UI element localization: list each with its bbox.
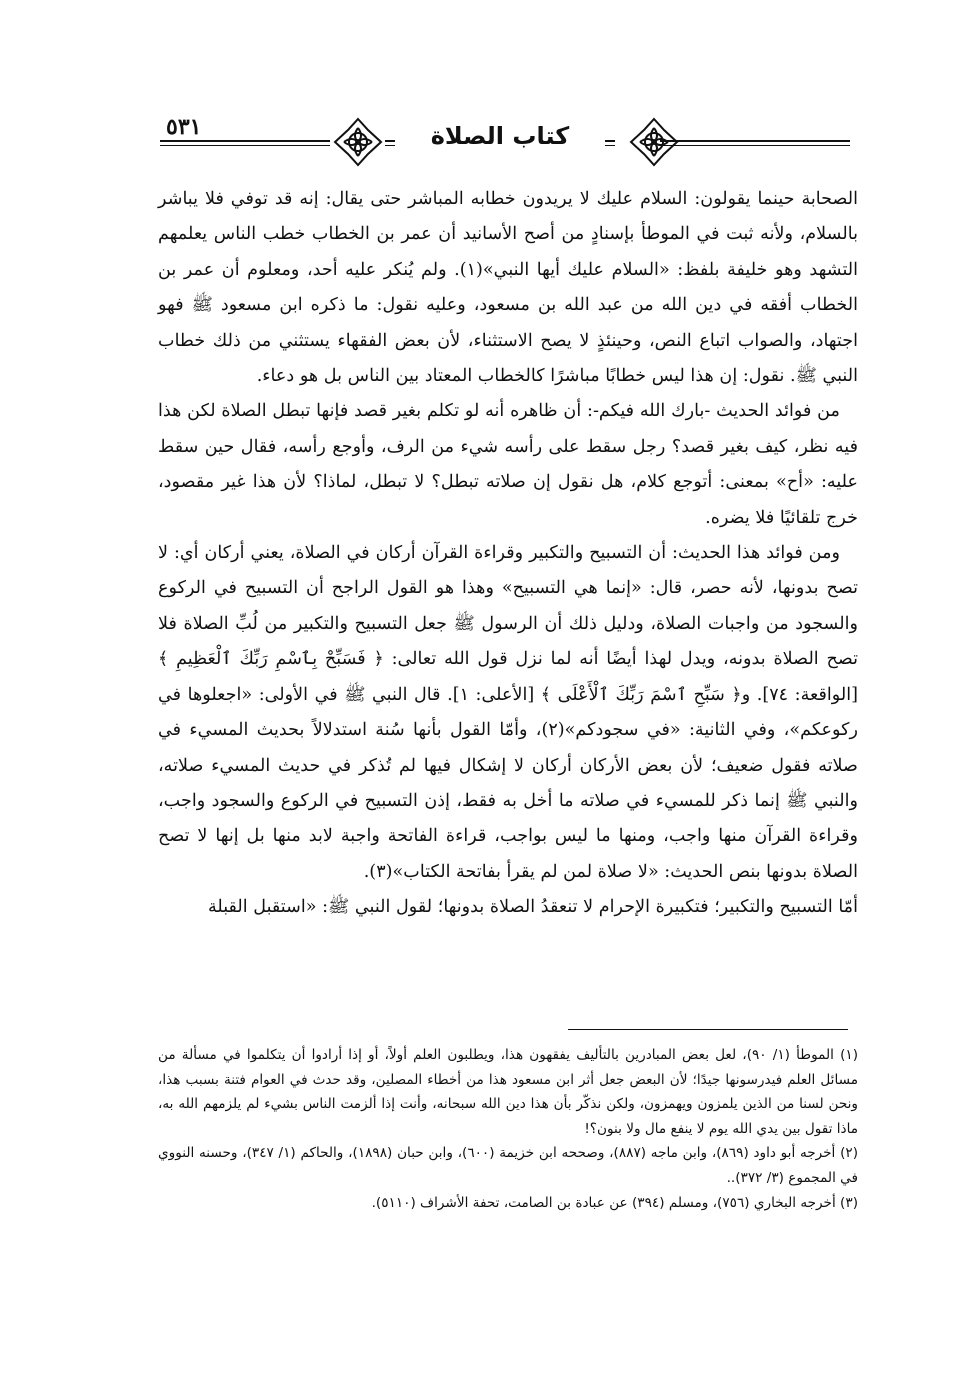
footnote: (٣) أخرجه البخاري (٧٥٦)، ومسلم (٣٩٤) عن عبادة بن الصامت، تحفة الأشراف (٥١١٠). <box>371 1194 858 1211</box>
paragraph: ومن فوائد هذا الحديث: أن التسبيح والتكبير وقراءة القرآن أركان في الصلاة، يعني أركان أي: لا تصح بدونها، لأنه حصر، قال: «إنما هي التسبيح» وهذا هو القول الراجح أن التسبيح في الركوع والسجود من واجبات الصلاة، ودليل ذلك أن الرسول ﷺ جعل التسبيح والتكبير من لُبِّ الصلاة فلا تصح الصلاة بدونه، ويدل لهذا أيضًا أنه لما نزل قول الله تعالى: ﴿ فَسَبِّحْ بِٱسْمِ رَبِّكَ ٱلْعَظِيمِ ﴾ [الواقعة: ٧٤]. و﴿ سَبِّحِ ٱسْمَ رَبِّكَ ٱلْأَعْلَى ﴾ [الأعلى: ١]. قال النبي ﷺ في الأولى: «اجعلوها في ركوعكم»، وفي الثانية: «في سجودكم»(٢)، وأمّا القول بأنها سُنة استدلالاً بحديث المسيء في صلاته فقول ضعيف؛ لأن بعض الأركان أركان لا إشكال فيها لم تُذكر في حديث المسيء صلاته، والنبي ﷺ إنما ذكر للمسيء في صلاته ما أخل به فقط، إذن التسبيح في الركوع والسجود واجب، وقراءة القرآن منها واجب، ومنها ما ليس بواجب، قراءة الفاتحة واجبة لابد منها بل إنها لا تصح الصلاة بدونها بنص الحديث: «لا صلاة لمن لم يقرأ بفاتحة الكتاب»(٣). <box>158 543 858 882</box>
paragraph: من فوائد الحديث -بارك الله فيكم-: أن ظاهره أنه لو تكلم بغير قصد فإنها تبطل الصلاة لكن هذا فيه نظر، كيف بغير قصد؟ رجل سقط على رأسه شيء من الرف، وأوجع رأسه، فقال حين سقط عليه: «أح» بمعنى: أتوجع كلام، هل نقول إن صلاته تبطل؟ لا تبطل، لماذا؟ لأن هذا غير مقصود، خرج تلقائيًا فلا يضره. <box>158 401 858 528</box>
footnote: (٢) أخرجه أبو داود (٨٦٩)، وابن ماجه (٨٨٧)، وصححه ابن خزيمة (٦٠٠)، وابن حبان (١٨٩٨)، والحاكم (١/ ٣٤٧)، وحسنه النووي في المجموع (٣/ ٣٧٢).. <box>158 1145 858 1186</box>
paragraph: الصحابة حينما يقولون: السلام عليك لا يريدون خطابه المباشر حتى يقال: إنه قد توفي فلا يباشر بالسلام، ولأنه ثبت في الموطأ بإسنادٍ من أصح الأسانيد أن عمر بن الخطاب خطب الناس يعلمهم التشهد وهو خليفة بلفظ: «السلام عليك أيها النبي»(١). ولم يُنكر عليه أحد، ومعلوم أن عمر بن الخطاب أفقه في دين الله من عبد الله بن مسعود، وعليه نقول: ما ذكره ابن مسعود ﷺ فهو اجتهاد، والصواب اتباع النص، وحينئذٍ لا يصح الاستثناء، لأن بعض الفقهاء يستثني من ذلك خطاب النبي ﷺ. نقول: إن هذا ليس خطابًا مباشرًا كالخطاب المعتاد بين الناس بل هو دعاء. <box>158 189 859 387</box>
page-header <box>160 110 850 172</box>
footnote-separator <box>568 1029 848 1030</box>
page-number: ٥٣١ <box>166 114 202 140</box>
header-rule <box>160 140 330 142</box>
main-text <box>158 182 858 926</box>
paragraph: أمّا التسبيح والتكبير؛ فتكبيرة الإحرام لا تنعقدُ الصلاة بدونها؛ لقول النبي ﷺ: «استقبل القبلة <box>207 897 858 918</box>
chapter-title: كتاب الصلاة <box>395 122 605 150</box>
header-rule <box>160 145 330 146</box>
header-rule <box>660 140 850 142</box>
ornament-icon <box>628 116 680 168</box>
footnotes <box>158 1043 858 1215</box>
footnote: (١) الموطأ (١/ ٩٠)، لعل بعض المبادرين بالتأليف يفقهون هذا، ويطلبون العلم أولاً، أو إذا أرادوا أن يتكلموا في مسألة من مسائل العلم فيدرسونها جيدًا؛ لأن البعض جعل أثر ابن مسعود هذا من أخطاء المصلين، وقد حدث في العوام فتنة بسبب هذا، ونحن لسنا من الذين يلمزون ويهمزون، ولكن نذكّر بأن هذا دين الله سبحانه، وأنت إذا ألزمت الناس بشيء لم يلزمهم الله به، ماذا تقول بين يدي الله يوم لا ينفع مال ولا بنون؟! <box>158 1047 858 1137</box>
header-rule <box>660 145 850 146</box>
ornament-icon <box>332 116 384 168</box>
